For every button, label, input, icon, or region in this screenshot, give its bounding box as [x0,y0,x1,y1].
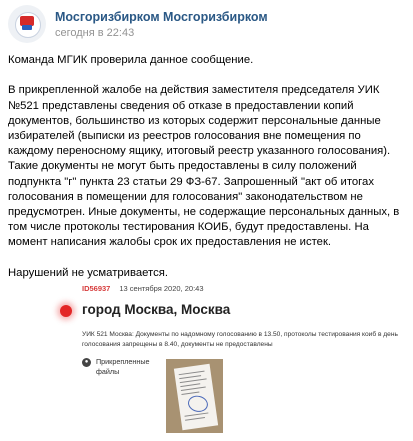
post-paragraph: В прикрепленной жалобе на действия заместителя председателя УИК №521 представлены сведения об отказе в предоставлении копий документов, большинство из которых содержит персональные данные избирателей (выписки из реестров голосования вне помещения по каждому переносному ящику, итоговый реестр указанного голосования). Такие документы не могут быть предоставлены в силу положений подпункта "г" пункта 23 статьи 29 ФЗ-67. Запрошенный "акт об итогах голосования в помещении для голосования" законодательством не предусмотрен. Иные документы, не содержащие персональных данных, в том числе протоколы тестирования КОИБ, будут предоставлены. На момент написания жалобы срок их предоставления не истек. [8,84,400,249]
report-id: ID56937 [82,284,111,293]
attachments-label-row [82,357,151,376]
report-description: УИК 521 Москва: Документы по надомному голосованию в 13.50, протоколы тестирования коиб в день голосования запрещены в 8.40, документы не предоставлены [82,331,398,348]
post-timestamp[interactable]: сегодня в 22:43 [55,26,135,39]
attachments-label: Прикрепленные файлы [96,357,150,376]
violation-marker-icon [60,305,72,317]
post-paragraph: Команда МГИК проверила данное сообщение. [8,54,254,66]
post-body [8,53,404,296]
attachment-icon: ● [82,358,91,367]
document-photo [174,364,218,430]
post-paragraph: Нарушений не усматривается. [8,266,169,279]
author-name[interactable]: Мосгоризбирком Мосгоризбирком [55,9,268,24]
report-date: 13 сентября 2020, 20:43 [119,284,204,293]
post-header [8,5,268,43]
attachment-thumbnail[interactable] [166,359,223,433]
avatar[interactable] [8,5,46,43]
report-meta [82,284,204,293]
report-city: город Москва, Москва [82,302,231,317]
report-card[interactable] [82,280,404,440]
